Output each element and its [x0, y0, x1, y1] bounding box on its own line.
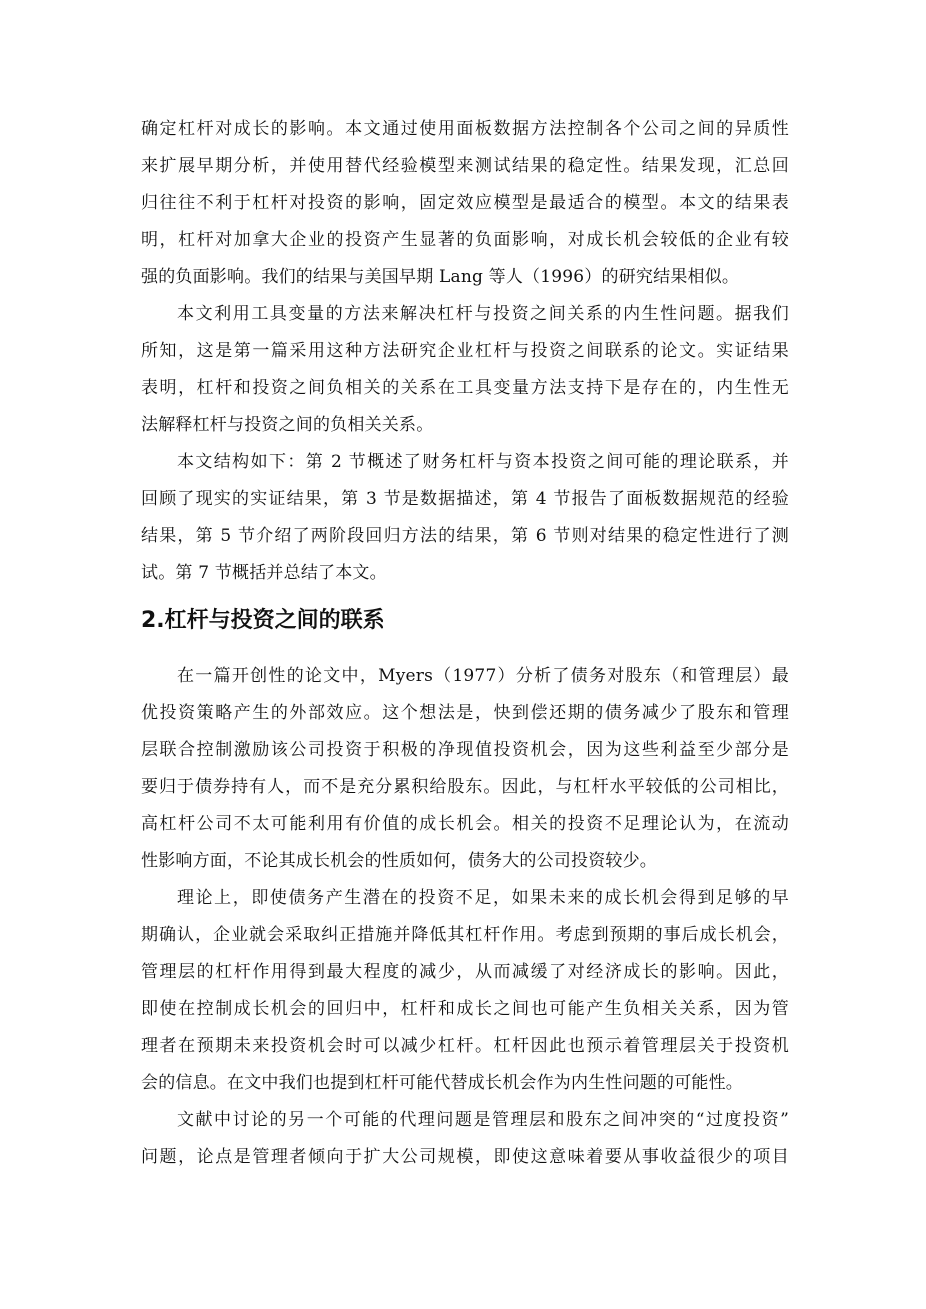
text-line: 期确认，企业就会采取纠正措施并降低其杠杆作用。考虑到预期的事后成长机会，: [141, 925, 789, 945]
text-line: 确定杠杆对成长的影响。本文通过使用面板数据方法控制各个公司之间的异质性: [141, 119, 789, 139]
section-heading: 2.杠杆与投资之间的联系: [141, 608, 385, 633]
text-line: 本文利用工具变量的方法来解决杠杆与投资之间关系的内生性问题。据我们: [177, 304, 789, 324]
text-line: 会的信息。在文中我们也提到杠杆可能代替成长机会作为内生性问题的可能性。: [141, 1073, 743, 1093]
text-line: 回顾了现实的实证结果，第 3 节是数据描述，第 4 节报告了面板数据规范的经验: [141, 489, 789, 509]
text-line: 要归于债券持有人，而不是充分累积给股东。因此，与杠杆水平较低的公司相比，: [141, 777, 789, 797]
text-line: 性影响方面，不论其成长机会的性质如何，债务大的公司投资较少。: [141, 851, 657, 871]
text-line: 所知，这是第一篇采用这种方法研究企业杠杆与投资之间联系的论文。实证结果: [141, 341, 789, 361]
text-line: 来扩展早期分析，并使用替代经验模型来测试结果的稳定性。结果发现，汇总回: [141, 156, 789, 176]
text-line: 理论上，即使债务产生潜在的投资不足，如果未来的成长机会得到足够的早: [177, 888, 789, 908]
text-line: 理者在预期未来投资机会时可以减少杠杆。杠杆因此也预示着管理层关于投资机: [141, 1036, 789, 1056]
text-line: 高杠杆公司不太可能利用有价值的成长机会。相关的投资不足理论认为，在流动: [141, 814, 789, 834]
text-line: 管理层的杠杆作用得到最大程度的减少，从而减缓了对经济成长的影响。因此，: [141, 962, 789, 982]
text-line: 问题，论点是管理者倾向于扩大公司规模，即使这意味着要从事收益很少的项目: [141, 1147, 789, 1167]
section-2-paragraphs: [141, 658, 789, 1176]
text-line: 法解释杠杆与投资之间的负相关关系。: [141, 415, 434, 435]
text-line: 文献中讨论的另一个可能的代理问题是管理层和股东之间冲突的“过度投资”: [177, 1110, 789, 1130]
text-line: 表明，杠杆和投资之间负相关的关系在工具变量方法支持下是存在的，内生性无: [141, 378, 789, 398]
text-line: 归往往不利于杠杆对投资的影响，固定效应模型是最适合的模型。本文的结果表: [141, 193, 789, 213]
text-line: 试。第 7 节概括并总结了本文。: [141, 563, 387, 583]
text-line: 层联合控制激励该公司投资于积极的净现值投资机会，因为这些利益至少部分是: [141, 740, 789, 760]
text-line: 本文结构如下：第 2 节概述了财务杠杆与资本投资之间可能的理论联系，并: [177, 452, 789, 472]
text-line: 在一篇开创性的论文中，Myers（1977）分析了债务对股东（和管理层）最: [177, 666, 789, 686]
text-line: 即使在控制成长机会的回归中，杠杆和成长之间也可能产生负相关关系，因为管: [141, 999, 789, 1019]
text-line: 明，杠杆对加拿大企业的投资产生显著的负面影响，对成长机会较低的企业有较: [141, 230, 789, 250]
text-line: 强的负面影响。我们的结果与美国早期 Lang 等人（1996）的研究结果相似。: [141, 267, 740, 287]
text-line: 优投资策略产生的外部效应。这个想法是，快到偿还期的债务减少了股东和管理: [141, 703, 789, 723]
text-line: 结果，第 5 节介绍了两阶段回归方法的结果，第 6 节则对结果的稳定性进行了测: [141, 526, 789, 546]
intro-paragraphs: [141, 111, 789, 592]
